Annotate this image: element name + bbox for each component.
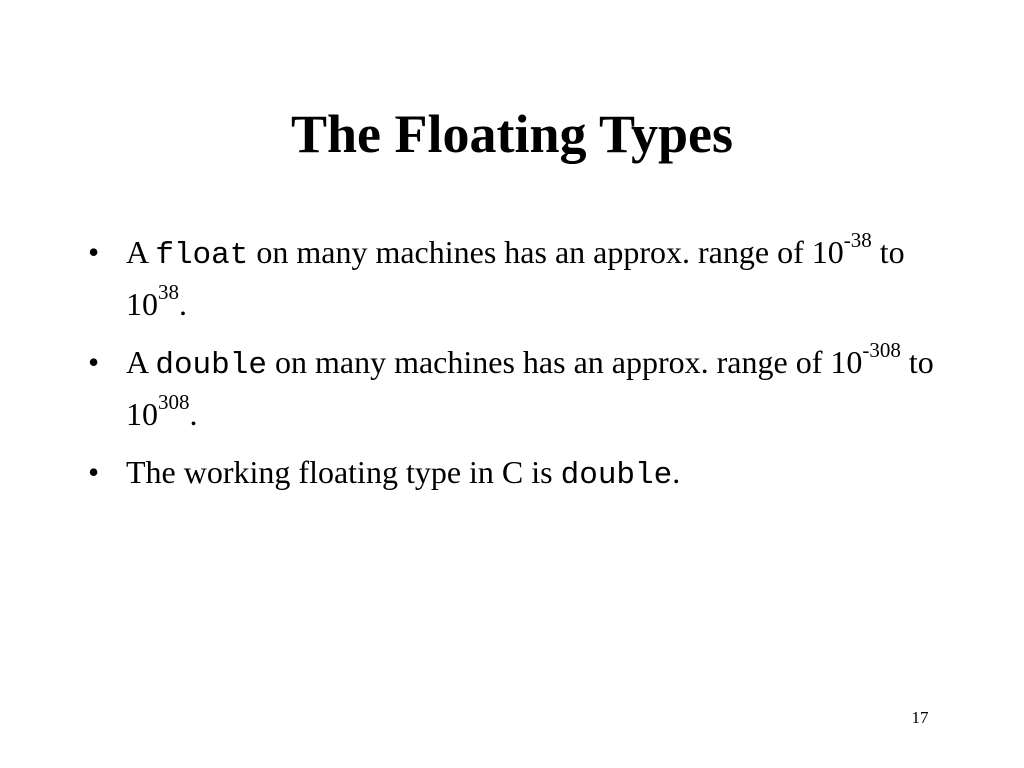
bullet-text: on many machines has an approx. range of 10 bbox=[266, 344, 863, 380]
bullet-icon: • bbox=[88, 454, 100, 490]
bullet-item-working-type bbox=[88, 448, 948, 500]
bullet-icon: • bbox=[88, 234, 100, 270]
exponent: -38 bbox=[843, 228, 872, 253]
bullet-text: . bbox=[672, 454, 681, 490]
page-number: 17 bbox=[911, 708, 929, 727]
bullet-text: . bbox=[179, 286, 187, 322]
code-keyword-float: float bbox=[155, 238, 249, 273]
bullet-item-double-range bbox=[88, 338, 948, 439]
bullet-item-float-range bbox=[88, 228, 948, 329]
exponent: 308 bbox=[158, 390, 190, 415]
exponent: 38 bbox=[158, 280, 179, 305]
bullet-text: A bbox=[126, 234, 156, 270]
code-keyword-double: double bbox=[560, 458, 673, 493]
bullet-text: to 10 bbox=[126, 344, 934, 432]
slide-title: The Floating Types bbox=[290, 104, 734, 164]
code-keyword-double: double bbox=[155, 348, 267, 383]
bullet-icon: • bbox=[88, 344, 100, 380]
exponent: -308 bbox=[862, 338, 901, 363]
bullet-text: The working floating type in C is bbox=[126, 454, 561, 490]
bullet-text: to 10 bbox=[126, 234, 905, 322]
bullet-text: A bbox=[126, 344, 156, 380]
bullet-list bbox=[88, 228, 948, 509]
bullet-text: . bbox=[189, 396, 198, 432]
bullet-text: on many machines has an approx. range of 10 bbox=[248, 234, 844, 270]
